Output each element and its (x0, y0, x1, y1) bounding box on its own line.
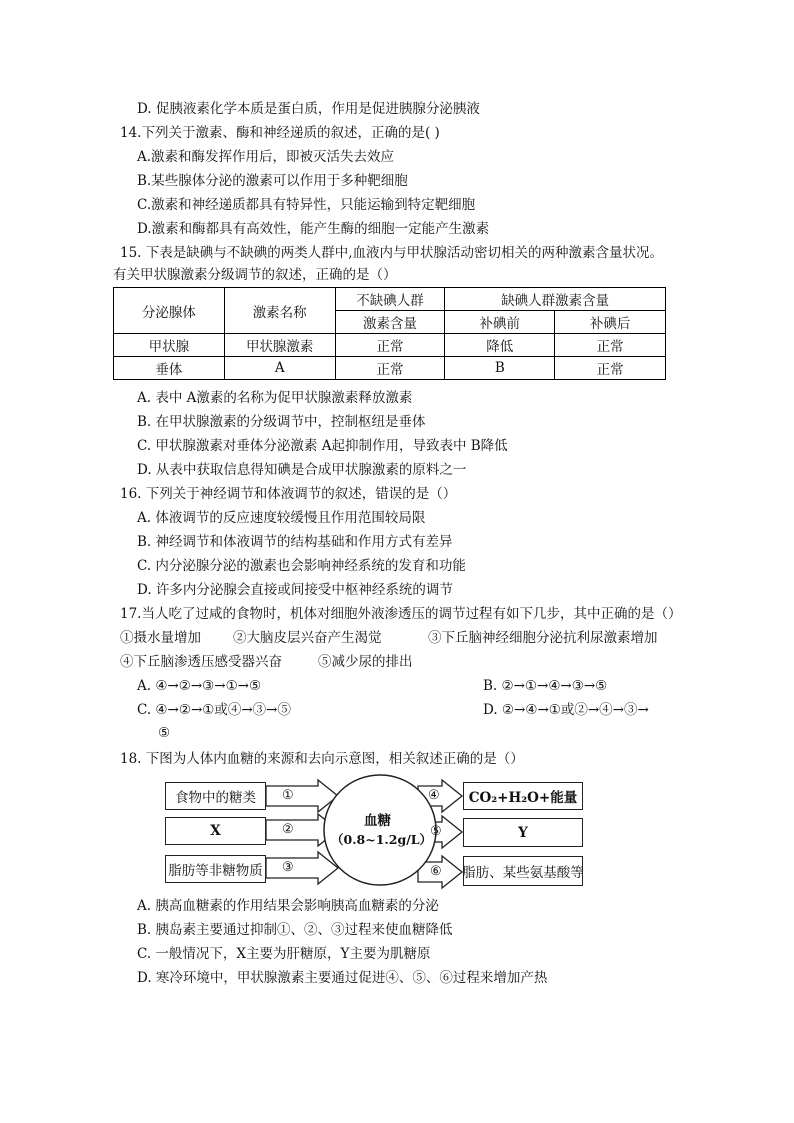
header-after: 补碘后 (555, 311, 666, 334)
fate-co2-water-energy: CO₂+H₂O+能量 (463, 782, 583, 810)
header-content: 激素含量 (335, 311, 445, 334)
q15-option-c: C. 甲状腺激素对垂体分泌激素 A起抑制作用，导致表中 B降低 (137, 438, 508, 454)
cell-after: 正常 (555, 334, 666, 357)
q14-option-a: A.激素和酶发挥作用后，即被灭活失去效应 (137, 149, 395, 165)
cell-name: 甲状腺激素 (224, 334, 335, 357)
arrow-in-3 (266, 852, 338, 884)
process-3: ③ (282, 860, 294, 875)
process-1: ① (282, 788, 294, 803)
header-before: 补碘前 (445, 311, 555, 334)
q15-option-d: D. 从表中获取信息得知碘是合成甲状腺激素的原料之一 (137, 462, 467, 478)
q17-option-d: D. ②→④→①或②→④→③→ (483, 702, 649, 718)
q18-option-a: A. 胰高血糖素的作用结果会影响胰高血糖素的分泌 (137, 898, 439, 914)
cell-normal: 正常 (335, 357, 445, 380)
q17-option-d-wrap: ⑤ (158, 725, 171, 741)
blood-sugar-label: 血糖 (364, 813, 391, 829)
q16-option-b: B. 神经调节和体液调节的结构基础和作用方式有差异 (137, 534, 453, 550)
blood-sugar-circle (324, 775, 436, 885)
header-hormone-name: 激素名称 (224, 288, 335, 334)
q15-stem-line2: 有关甲状腺激素分级调节的叙述，正确的是（） (113, 267, 397, 283)
q18-stem: 18. 下图为人体内血糖的来源和去向示意图，相关叙述正确的是（） (120, 751, 524, 767)
q16-stem: 16. 下列关于神经调节和体液调节的叙述，错误的是（） (120, 486, 457, 502)
fate-y: Y (463, 818, 583, 847)
cell-name: A (224, 357, 335, 380)
q17-option-b: B. ②→①→④→③→⑤ (483, 678, 608, 694)
fate-fat-amino-acids: 脂肪、某些氨基酸等 (463, 856, 583, 886)
process-4: ④ (428, 788, 440, 803)
cell-before: B (445, 357, 555, 380)
cell-after: 正常 (555, 357, 666, 380)
cell-gland: 垂体 (114, 357, 225, 380)
q17-step-1: ①摄水量增加 (120, 630, 201, 646)
q17-step-2: ②大脑皮层兴奋产生渴觉 (233, 630, 382, 646)
q17-option-c: C. ④→②→①或④→③→⑤ (137, 702, 291, 718)
cell-before: 降低 (445, 334, 555, 357)
q16-option-a: A. 体液调节的反应速度较缓慢且作用范围较局限 (137, 510, 426, 526)
process-5: ⑤ (430, 824, 442, 839)
q14-option-d: D.激素和酶都具有高效性，能产生酶的细胞一定能产生激素 (137, 221, 490, 237)
source-x: X (165, 817, 266, 845)
header-normal-group: 不缺碘人群 (335, 288, 445, 311)
q17-option-a: A. ④→②→③→①→⑤ (137, 678, 262, 694)
q13-option-d: D. 促胰液素化学本质是蛋白质，作用是促进胰腺分泌胰液 (137, 101, 480, 117)
q14-option-b: B.某些腺体分泌的激素可以作用于多种靶细胞 (137, 173, 408, 189)
q14-option-c: C.激素和神经递质都具有特异性，只能运输到特定靶细胞 (137, 197, 476, 213)
header-gland: 分泌腺体 (114, 288, 225, 334)
cell-gland: 甲状腺 (114, 334, 225, 357)
arrow-in-1 (266, 780, 338, 812)
q15-stem-line1: 15. 下表是缺碘与不缺碘的两类人群中,血液内与甲状腺活动密切相关的两种激素含量状况。 (120, 245, 664, 261)
q15-option-a: A. 表中 A激素的名称为促甲状腺激素释放激素 (137, 390, 413, 406)
q17-step-4: ④下丘脑渗透压感受器兴奋 (120, 654, 282, 670)
process-2: ② (282, 822, 294, 837)
q15-option-b: B. 在甲状腺激素的分级调节中，控制枢纽是垂体 (137, 414, 426, 430)
process-6: ⑥ (430, 864, 442, 879)
q18-option-b: B. 胰岛素主要通过抑制①、②、③过程来使血糖降低 (137, 922, 453, 938)
q16-option-c: C. 内分泌腺分泌的激素也会影响神经系统的发育和功能 (137, 558, 466, 574)
cell-normal: 正常 (335, 334, 445, 357)
q18-option-d: D. 寒冷环境中，甲状腺激素主要通过促进④、⑤、⑥过程来增加产热 (137, 970, 548, 986)
q17-step-3: ③下丘脑神经细胞分泌抗利尿激素增加 (428, 630, 658, 646)
blood-sugar-range: （0.8~1.2g/L） (331, 832, 433, 847)
source-non-sugar: 脂肪等非糖物质 (165, 855, 266, 883)
q17-step-5: ⑤减少尿的排出 (318, 654, 413, 670)
source-food-sugar: 食物中的糖类 (165, 782, 266, 810)
q17-stem: 17.当人吃了过咸的食物时，机体对细胞外液渗透压的调节过程有如下几步，其中正确的是（） (120, 606, 682, 622)
q18-option-c: C. 一般情况下，X主要为肝糖原，Y主要为肌糖原 (137, 946, 431, 962)
header-deficient-group: 缺碘人群激素含量 (445, 288, 666, 311)
q14-stem: 14.下列关于激素、酶和神经递质的叙述，正确的是( ) (120, 125, 440, 141)
q16-option-d: D. 许多内分泌腺会直接或间接受中枢神经系统的调节 (137, 582, 453, 598)
